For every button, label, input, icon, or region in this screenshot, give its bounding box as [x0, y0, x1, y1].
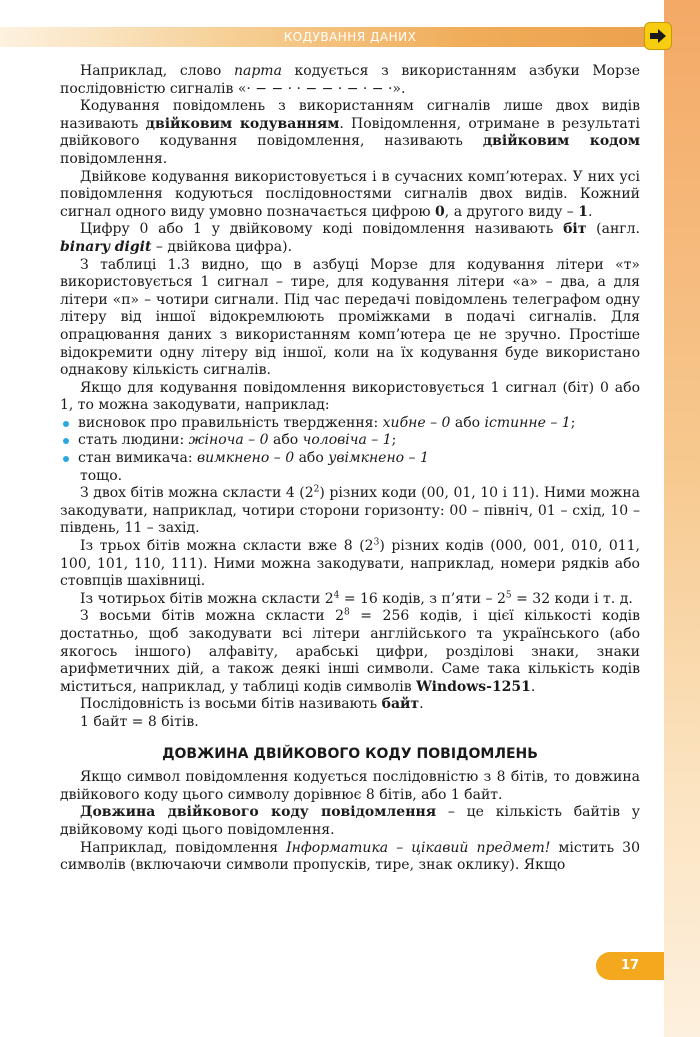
list-item: стан вимикача: вимкнено – 0 або увімкнено – 1	[60, 450, 640, 468]
term-bit: біт	[563, 221, 587, 238]
list-item: висновок про правильність твердження: хибне – 0 або істинне – 1;	[60, 415, 640, 433]
term-byte: байт	[381, 696, 420, 713]
paragraph-12: Послідовність із восьми бітів називають байт.	[80, 696, 424, 713]
paragraph-13: 1 байт = 8 бітів.	[80, 713, 199, 730]
right-margin-strip	[664, 0, 700, 1037]
paragraph-2: Кодування повідомлень з використанням сигналів лише двох видів називають двійковим кодуванням. Повідомлення, отримане в результаті двійкового кодування повідомлення, називають двійковим кодом повідомлення.	[60, 98, 641, 167]
list-item: стать людини: жіноча – 0 або чоловіча – 1;	[60, 432, 640, 450]
term-binary-code: двійковим кодом	[482, 133, 641, 150]
next-page-button[interactable]	[644, 22, 672, 50]
arrow-right-icon	[649, 28, 667, 44]
paragraph-16: Наприклад, повідомлення Інформатика – цікавий предмет! містить 30 символів (включаючи символи пропусків, тире, знак оклику). Якщо	[60, 839, 640, 874]
paragraph-11: З восьми бітів можна скласти $2^8 = 256$ кодів, і цієї кількості кодів достатньо, щоб закодувати всі літери англійського та українського (або якогось іншого) алфавіту, арабські цифри, розділові знаки, знаки арифметичних дій, а також деякі інші символи. Саме така кількість кодів міститься, наприклад, у таблиці кодів символів Windows-1251.	[60, 607, 640, 695]
paragraph-1: Наприклад, слово парта кодується з використанням азбуки Морзе послідовністю сигналів «· − − · · − − · − · − ·».	[60, 63, 640, 97]
paragraph-7: тощо.	[80, 467, 123, 484]
section-heading: ДОВЖИНА ДВІЙКОВОГО КОДУ ПОВІДОМЛЕНЬ	[162, 745, 538, 762]
paragraph-15: Довжина двійкового коду повідомлення – це кількість байтів у двійковому коді цього повідомлення.	[60, 804, 641, 838]
header-band	[0, 27, 664, 47]
page-number: 17	[596, 952, 664, 980]
paragraph-3: Двійкове кодування використовується і в сучасних комп’ютерах. У них усі повідомлення кодуються послідовностями сигналів двох видів. Кожний сигнал одного виду умовно позначається цифрою 0, а другого виду – 1.	[60, 168, 640, 220]
paragraph-8: З двох бітів можна скласти 4 $(2^2)$ різних коди (00, 01, 10 і 11). Ними можна закодувати, наприклад, чотири сторони горизонту: 00 – північ, 01 – схід, 10 – південь, 11 – захід.	[60, 484, 640, 537]
paragraph-14: Якщо символ повідомлення кодується послідовністю з 8 бітів, то довжина двійкового коду цього символу дорівнює 8 бітів, або 1 байт.	[60, 769, 640, 803]
paragraph-10: Із чотирьох бітів можна скласти $2^4 = 16$ кодів, з п’яти – $2^5 = 32$ коди і т. д.	[80, 590, 633, 607]
term-windows-1251: Windows-1251	[416, 678, 531, 695]
page-body	[60, 63, 640, 875]
paragraph-9: Із трьох бітів можна скласти вже 8 $(2^3)$ різних кодів (000, 001, 010, 011, 100, 101, 110, 111). Ними можна закодувати, наприклад, номери рядків або стовпців шахівниці.	[60, 537, 640, 590]
running-header-title: КОДУВАННЯ ДАНИХ	[283, 30, 417, 44]
term-binary-coding: двійковим кодуванням	[145, 115, 340, 132]
examples-list	[60, 415, 640, 468]
term-code-length: Довжина двійкового коду повідомлення	[80, 804, 437, 821]
paragraph-6: Якщо для кодування повідомлення використовується 1 сигнал (біт) 0 або 1, то можна закодувати, наприклад:	[60, 379, 640, 414]
paragraph-5: З таблиці 1.3 видно, що в азбуці Морзе для кодування літери «т» використовується 1 сигнал – тире, для кодування літери «а» – два, а для літери «п» – чотири сигнали. Під час передачі повідомлень телеграфом одну літеру від іншої відокремлюють проміжками в подачі сигналів. Для опрацювання даних з використанням комп’ютера це не зручно. Простіше відокремити одну літеру від іншої, коли на їх кодування буде використано однакову кількість сигналів.	[60, 256, 640, 379]
paragraph-4: Цифру 0 або 1 у двійковому коді повідомлення називають біт (англ. binary digit – двійкова цифра).	[60, 221, 640, 255]
